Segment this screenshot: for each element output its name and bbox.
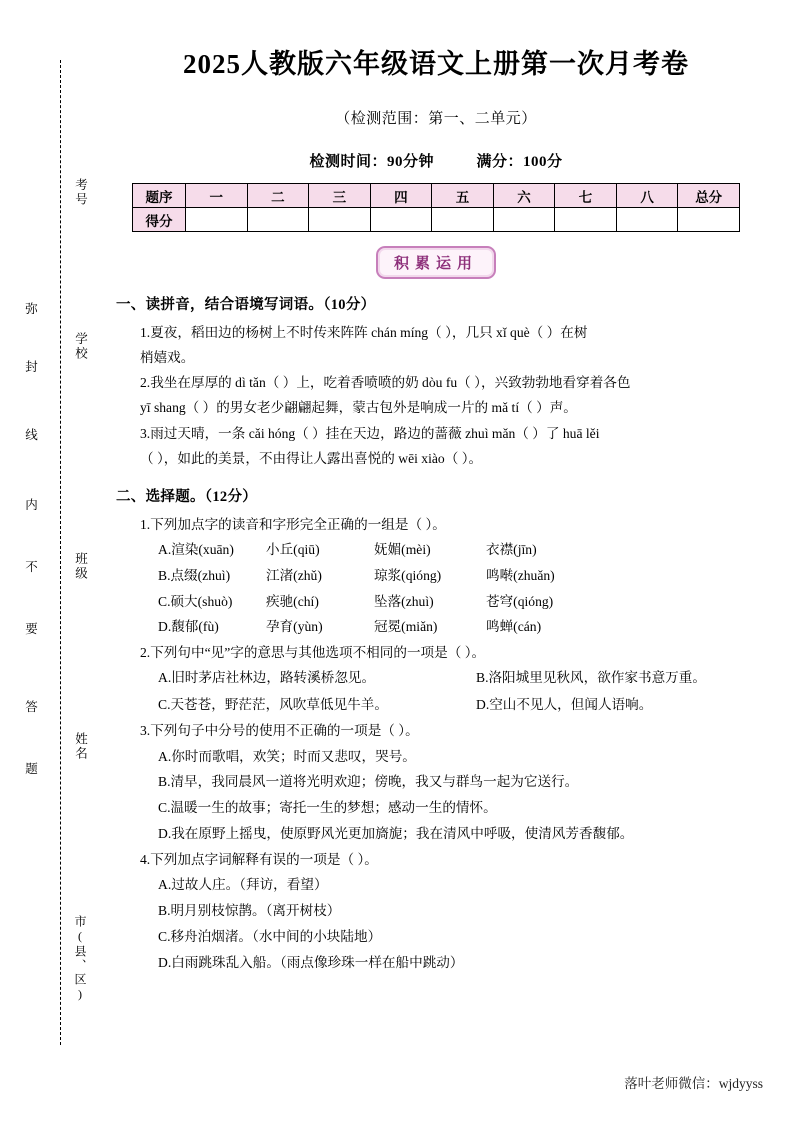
section-1-q1-line2: 梢嬉戏。: [140, 350, 195, 366]
score-table-col-3: 三: [309, 184, 371, 208]
option-b-word-3: 琼浆(qióng): [374, 567, 442, 583]
option-a-word-1: A.渲染(xuān): [158, 541, 234, 557]
section-2-q4: 4.下列加点字词解释有误的一项是（ ）。: [140, 851, 378, 867]
seal-strip: [18, 60, 96, 1060]
section-1-q3-line2: （ ），如此的美景，不由得让人露出喜悦的 wēi xiào（ ）。: [140, 450, 483, 466]
option-b-word-1: B.点缀(zhuì): [158, 567, 231, 583]
exam-total-score: 满分：100分: [476, 154, 563, 170]
q2-option-a: A.旧时茅店社林边，路转溪桥忽见。: [158, 670, 376, 686]
score-table-col-6: 六: [493, 184, 555, 208]
seal-field-school: 学校: [73, 332, 88, 361]
section-2-q1-option-a[interactable]: [158, 537, 760, 563]
option-c-word-4: 苍穹(qióng): [486, 593, 554, 609]
section-2-q2-options-row-1[interactable]: [158, 665, 760, 692]
option-b-word-4: 鸣啭(zhuǎn): [486, 567, 555, 583]
seal-field-class: 班级: [73, 552, 88, 581]
section-stamp: [376, 246, 496, 279]
seal-dashed-line: [60, 60, 61, 1045]
section-2-q4-option-b[interactable]: B.明月别枝惊鹊。（离开树枝）: [158, 902, 341, 918]
seal-char-6: 要: [23, 622, 38, 637]
option-b-word-2: 江渚(zhǔ): [266, 567, 322, 583]
section-2-q3: 3.下列句子中分号的使用不正确的一项是（ ）。: [140, 723, 419, 739]
table-row-question-numbers: [133, 184, 740, 208]
table-row-scores: [133, 208, 740, 232]
score-cell-1[interactable]: [186, 208, 248, 232]
option-d-word-3: 冠冕(miǎn): [374, 619, 438, 635]
section-2-q1: 1.下列加点字的读音和字形完全正确的一组是（ ）。: [140, 516, 446, 532]
seal-char-1: 弥: [23, 302, 38, 317]
exam-timing: [112, 150, 760, 171]
main-content: [112, 0, 760, 1122]
exam-duration: 检测时间：90分钟: [309, 154, 434, 170]
section-2-q3-option-a[interactable]: A.你时而歌唱，欢笑；时而又悲叹，哭号。: [158, 748, 416, 764]
option-a-word-4: 衣襟(jīn): [486, 541, 537, 557]
footer-watermark: 落叶老师微信：wjdyyss: [624, 1076, 763, 1091]
exam-scope: （检测范围：第一、二单元）: [335, 111, 537, 127]
score-table-col-8: 八: [616, 184, 678, 208]
score-cell-total[interactable]: [678, 208, 740, 232]
seal-field-exam-number: 考号: [73, 178, 88, 207]
score-cell-6[interactable]: [493, 208, 555, 232]
score-table-col-1: 一: [186, 184, 248, 208]
section-1-q2-line2: yī shang（ ）的男女老少翩翩起舞，蒙古包外是响成一片的 mǎ tí（ ）声。: [140, 400, 577, 416]
option-c-word-2: 疾驰(chí): [266, 593, 319, 609]
score-table-col-total: 总分: [678, 184, 740, 208]
seal-char-4: 内: [23, 498, 38, 513]
section-2-q4-option-c[interactable]: C.移舟泊烟渚。（水中间的小块陆地）: [158, 928, 382, 944]
score-table-col-2: 二: [247, 184, 309, 208]
option-a-word-3: 妩媚(mèi): [374, 541, 431, 557]
seal-char-8: 题: [23, 762, 38, 777]
section-2-q4-option-d[interactable]: D.白雨跳珠乱入船。（雨点像珍珠一样在船中跳动）: [158, 954, 464, 970]
seal-field-city: 市(县、区): [73, 915, 87, 1003]
option-c-word-3: 坠落(zhuì): [374, 593, 434, 609]
score-table-col-7: 七: [555, 184, 617, 208]
section-1-q1-line1: 1.夏夜，稻田边的杨树上不时传来阵阵 chán míng（ ），几只 xǐ què（ ）在树: [140, 325, 588, 340]
section-2-q1-option-d[interactable]: [158, 614, 760, 640]
score-table-row-label-2: 得分: [133, 208, 186, 232]
page-title: 2025人教版六年级语文上册第一次月考卷: [183, 49, 689, 79]
section-1-q2-line1: 2.我坐在厚厚的 dì tǎn（ ）上，吃着香喷喷的奶 dòu fu（ ），兴致勃勃地看穿着各色: [140, 375, 631, 391]
score-cell-8[interactable]: [616, 208, 678, 232]
score-table-col-4: 四: [370, 184, 432, 208]
section-2-q4-option-a[interactable]: A.过故人庄。（拜访，看望）: [158, 877, 328, 893]
seal-char-2: 封: [23, 360, 38, 375]
q2-option-c: C.天苍苍，野茫茫，风吹草低见牛羊。: [158, 696, 388, 712]
section-2-q1-option-b[interactable]: [158, 563, 760, 589]
section-2-q3-option-d[interactable]: D.我在原野上摇曳，使原野风光更加旖旎；我在清风中呼吸，使清风芳香馥郁。: [158, 826, 634, 842]
option-a-word-2: 小丘(qiū): [266, 541, 320, 557]
section-2-q1-option-c[interactable]: [158, 589, 760, 615]
score-cell-3[interactable]: [309, 208, 371, 232]
q2-option-b: B.洛阳城里见秋风，欲作家书意万重。: [476, 670, 706, 686]
score-cell-4[interactable]: [370, 208, 432, 232]
section-stamp-wrap: [112, 246, 760, 279]
option-d-word-2: 孕育(yùn): [266, 619, 323, 635]
score-table-col-5: 五: [432, 184, 494, 208]
section-1-q3-line1: 3.雨过天晴，一条 cǎi hóng（ ）挂在天边，路边的蔷薇 zhuì mǎn（ ）了 huā lěi: [140, 425, 600, 441]
score-cell-5[interactable]: [432, 208, 494, 232]
option-c-word-1: C.硕大(shuò): [158, 593, 233, 609]
seal-field-name: 姓名: [73, 732, 88, 761]
section-2-title: 二、选择题。（12分）: [116, 488, 258, 505]
q2-option-d: D.空山不见人，但闻人语响。: [476, 696, 653, 712]
seal-char-3: 线: [23, 428, 38, 443]
score-table-row-label-1: 题序: [133, 184, 186, 208]
section-stamp-label: 积累运用: [393, 256, 478, 272]
section-2-q2: 2.下列句中“见”字的意思与其他选项不相同的一项是（ ）。: [140, 645, 486, 661]
score-cell-7[interactable]: [555, 208, 617, 232]
score-cell-2[interactable]: [247, 208, 309, 232]
seal-char-5: 不: [23, 560, 38, 575]
seal-char-7: 答: [23, 700, 38, 715]
section-2-q3-option-c[interactable]: C.温暖一生的故事；寄托一生的梦想；感动一生的情怀。: [158, 800, 497, 816]
section-2-q3-option-b[interactable]: B.清早，我同晨风一道将光明欢迎；傍晚，我又与群鸟一起为它送行。: [158, 774, 579, 790]
section-2-q2-options-row-2[interactable]: [158, 692, 760, 719]
score-table: [132, 183, 740, 232]
option-d-word-1: D.馥郁(fù): [158, 619, 219, 635]
section-1-title: 一、读拼音，结合语境写词语。（10分）: [116, 297, 376, 313]
option-d-word-4: 鸣蝉(cán): [486, 619, 542, 635]
